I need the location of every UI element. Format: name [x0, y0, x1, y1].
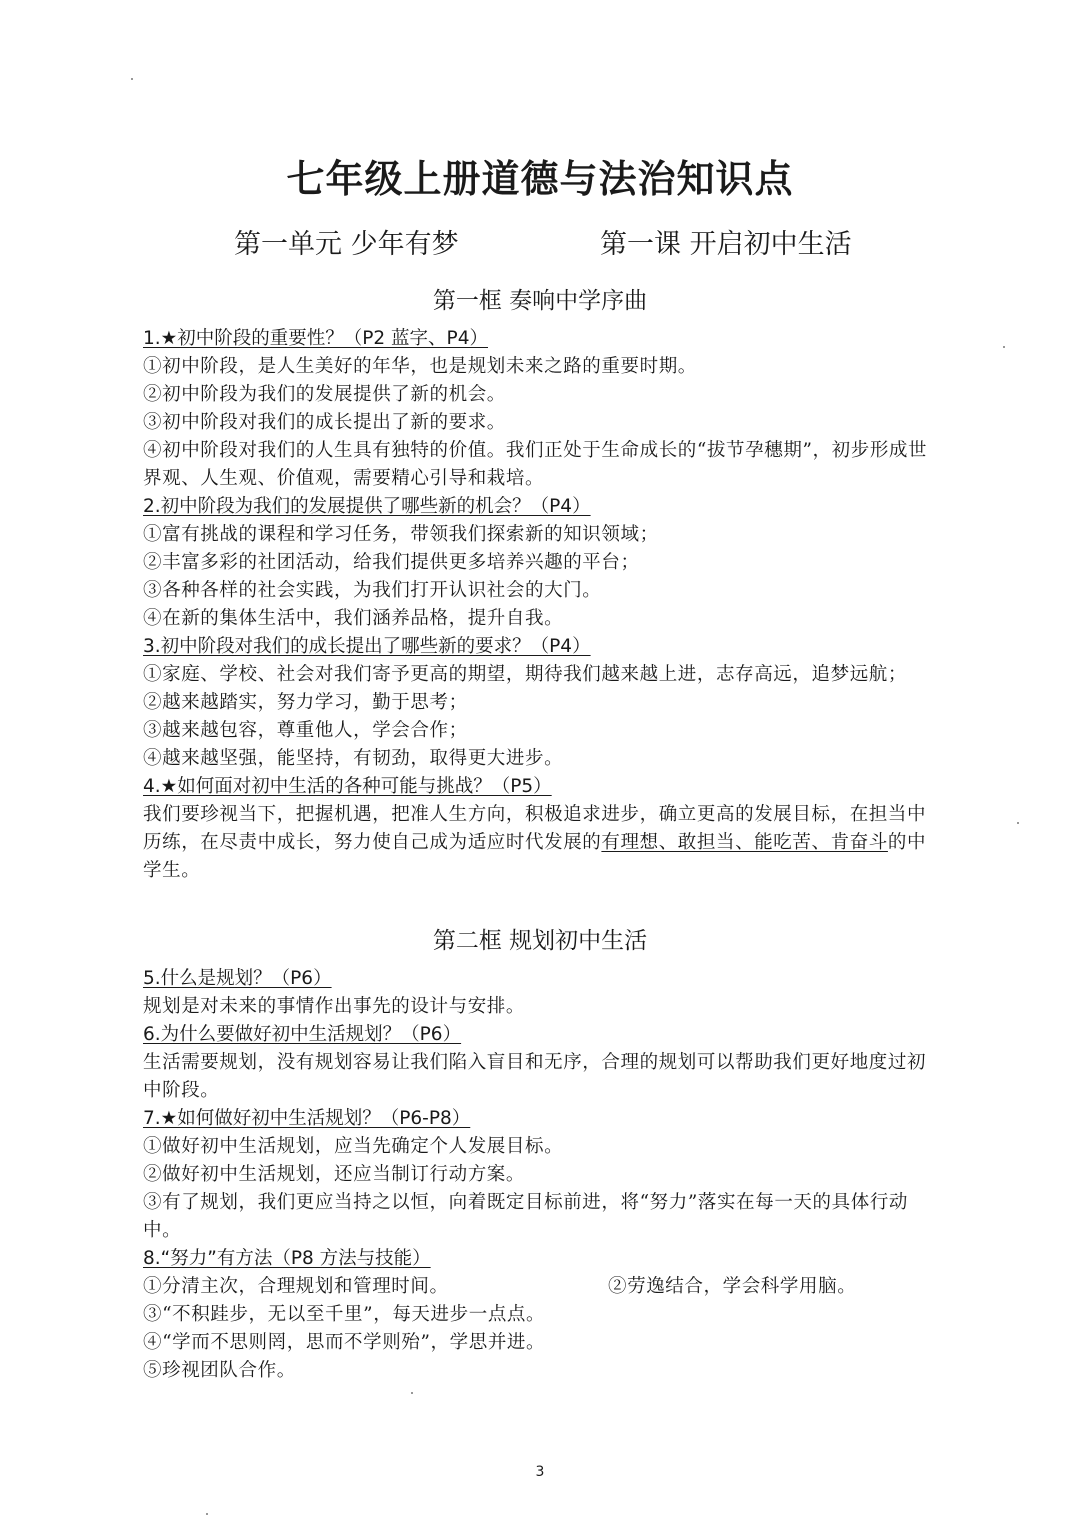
- question-1-line: ②初中阶段为我们的发展提供了新的机会。: [143, 384, 506, 405]
- scan-speck: [206, 1513, 208, 1515]
- question-7-line: ②做好初中生活规划，还应当制订行动方案。: [143, 1164, 526, 1185]
- lesson-title: 第一课 开启初中生活: [600, 229, 852, 260]
- question-2-heading: 2.初中阶段为我们的发展提供了哪些新的机会？（P4）: [143, 496, 591, 517]
- question-4-answer: [143, 801, 943, 885]
- scan-speck: [411, 1392, 413, 1394]
- question-1-line: ④初中阶段对我们的人生具有独特的价值。我们正处于生命成长的“拔节孕穗期”，初步形成世界观、人生观、价值观，需要精心引导和栽培。: [143, 440, 928, 489]
- frame-1-content: [143, 325, 943, 885]
- page-number: 3: [535, 1464, 545, 1480]
- question-6-answer: 生活需要规划，没有规划容易让我们陷入盲目和无序，合理的规划可以帮助我们更好地度过初中阶段。: [143, 1052, 927, 1101]
- question-3-line: ④越来越坚强，能坚持，有韧劲，取得更大进步。: [143, 748, 564, 769]
- question-2-line: ③各种各样的社会实践，为我们打开认识社会的大门。: [143, 580, 602, 601]
- question-8-item-1: ①分清主次，合理规划和管理时间。: [143, 1276, 449, 1297]
- question-8-line: ③“不积跬步，无以至千里”，每天进步一点点。: [143, 1304, 546, 1325]
- question-1-line: ③初中阶段对我们的成长提出了新的要求。: [143, 412, 506, 433]
- question-7-line: ③有了规划，我们更应当持之以恒，向着既定目标前进，将“努力”落实在每一天的具体行动中。: [143, 1192, 909, 1241]
- question-5-heading: 5.什么是规划？（P6）: [143, 968, 332, 989]
- question-4-text-after: 的中学生。: [143, 832, 927, 881]
- question-8-line: ⑤珍视团队合作。: [143, 1360, 296, 1381]
- document-title: 七年级上册道德与法治知识点: [286, 157, 794, 201]
- question-8-heading: 8.“努力”有方法（P8 方法与技能）: [143, 1248, 431, 1269]
- question-4-text-before: 我们要珍视当下，把握机遇，把准人生方向，积极追求进步，确立更高的发展目标，在担当中历练，在尽责中成长，努力使自己成为适应时代发展的: [143, 804, 927, 853]
- scan-speck: [131, 78, 133, 80]
- question-3-heading: 3.初中阶段对我们的成长提出了哪些新的要求？（P4）: [143, 636, 591, 657]
- question-4-text-underlined: 有理想、敢担当、能吃苦、肯奋斗: [601, 832, 888, 853]
- question-6-heading: 6.为什么要做好初中生活规划？（P6）: [143, 1024, 462, 1045]
- question-8-line: ④“学而不思则罔，思而不学则殆”，学思并进。: [143, 1332, 546, 1353]
- question-2-line: ②丰富多彩的社团活动，给我们提供更多培养兴趣的平台；: [143, 552, 640, 573]
- question-2-line: ④在新的集体生活中，我们涵养品格，提升自我。: [143, 608, 564, 629]
- question-8-row: [143, 1273, 943, 1301]
- question-7-line: ①做好初中生活规划，应当先确定个人发展目标。: [143, 1136, 564, 1157]
- question-5-answer: 规划是对未来的事情作出事先的设计与安排。: [143, 996, 526, 1017]
- question-7-heading: 7.★如何做好初中生活规划？（P6-P8）: [143, 1108, 471, 1129]
- question-2-line: ①富有挑战的课程和学习任务，带领我们探索新的知识领域；: [143, 524, 659, 545]
- scan-speck: [1003, 346, 1005, 348]
- frame-1-title: 第一框 奏响中学序曲: [432, 288, 648, 314]
- question-1-heading: 1.★初中阶段的重要性？（P2 蓝字、P4）: [143, 328, 488, 349]
- question-3-line: ①家庭、学校、社会对我们寄予更高的期望，期待我们越来越上进，志存高远，追梦远航；: [143, 664, 908, 685]
- question-3-line: ③越来越包容，尊重他人，学会合作；: [143, 720, 468, 741]
- question-3-line: ②越来越踏实，努力学习，勤于思考；: [143, 692, 468, 713]
- question-4-heading: 4.★如何面对初中生活的各种可能与挑战？（P5）: [143, 776, 552, 797]
- frame-2-title: 第二框 规划初中生活: [432, 928, 648, 954]
- frame-2-content: [143, 965, 943, 1385]
- question-1-line: ①初中阶段，是人生美好的年华，也是规划未来之路的重要时期。: [143, 356, 697, 377]
- scan-speck: [1017, 822, 1019, 824]
- question-8-item-2: ②劳逸结合，学会科学用脑。: [608, 1276, 857, 1297]
- unit-title: 第一单元 少年有梦: [234, 229, 459, 260]
